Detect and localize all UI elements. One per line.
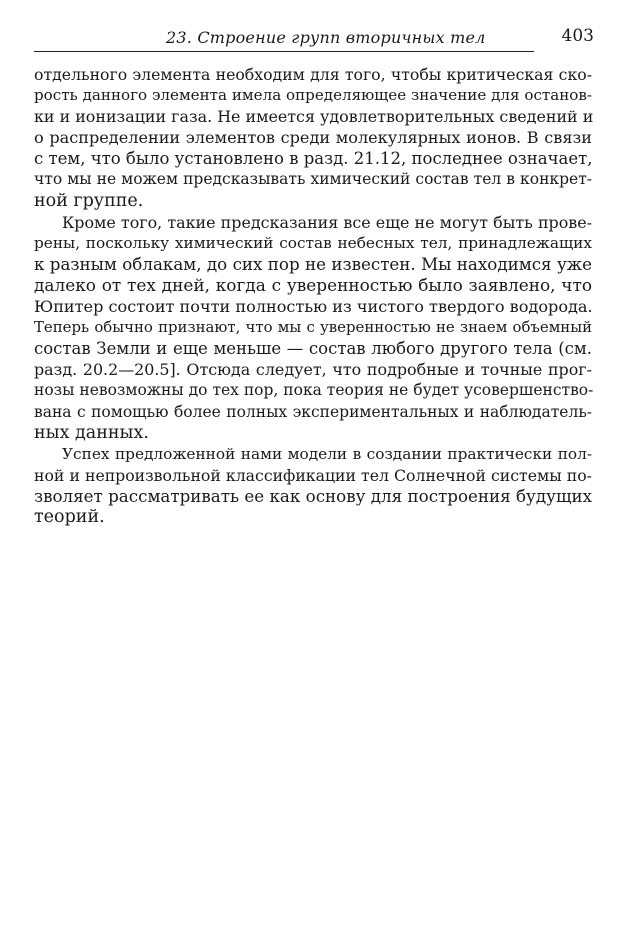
- text-line: Юпитер состоит почти полностью из чистого твердого водорода.: [34, 297, 593, 317]
- text-line: разд. 20.2—20.5]. Отсюда следует, что подробные и точные прог-: [34, 360, 592, 380]
- text-line: нозы невозможны до тех пор, пока теория не будет усовершенство-: [34, 381, 594, 400]
- text-line: ной и непроизвольной классификации тел Солнечной системы по-: [34, 465, 592, 485]
- page-header: [34, 26, 594, 50]
- running-title: 23. Строение групп вторичных тел: [166, 28, 486, 47]
- text-line: зволяет рассматривать ее как основу для построения будущих: [34, 485, 592, 506]
- text-line: ки и ионизации газа. Не имеется удовлетворительных сведений и: [34, 107, 594, 127]
- text-line: состав Земли и еще меньше — состав любого другого тела (см.: [34, 339, 592, 359]
- text-line: ной группе.: [34, 190, 144, 211]
- text-line: ных данных.: [34, 422, 149, 443]
- text-line: с тем, что было установлено в разд. 21.12, последнее означает,: [34, 149, 593, 169]
- text-line: Успех предложенной нами модели в создании практически пол-: [62, 444, 592, 463]
- text-line: вана с помощью более полных экспериментальных и наблюдатель-: [34, 402, 592, 421]
- page-number: 403: [561, 26, 594, 46]
- text-line: Теперь обычно признают, что мы с уверенностью не знаем объемный: [34, 318, 592, 337]
- text-line: к разным облакам, до сих пор не известен. Мы находимся уже: [34, 253, 592, 274]
- text-line: что мы не можем предсказывать химический состав тел в конкрет-: [34, 170, 592, 189]
- text-line: Кроме того, такие предсказания все еще не могут быть прове-: [62, 212, 592, 232]
- header-rule: [34, 51, 534, 52]
- text-line: о распределении элементов среди молекулярных ионов. В связи: [34, 128, 592, 148]
- text-line: теорий.: [34, 506, 105, 527]
- text-line: рены, поскольку химический состав небесных тел, принадлежащих: [34, 233, 592, 252]
- text-line: рость данного элемента имела определяющее значение для останов-: [34, 86, 592, 105]
- text-line: далеко от тех дней, когда с уверенностью было заявлено, что: [34, 274, 592, 295]
- text-line: отдельного элемента необходим для того, чтобы критическая ско-: [34, 65, 592, 84]
- body-text: [34, 64, 592, 528]
